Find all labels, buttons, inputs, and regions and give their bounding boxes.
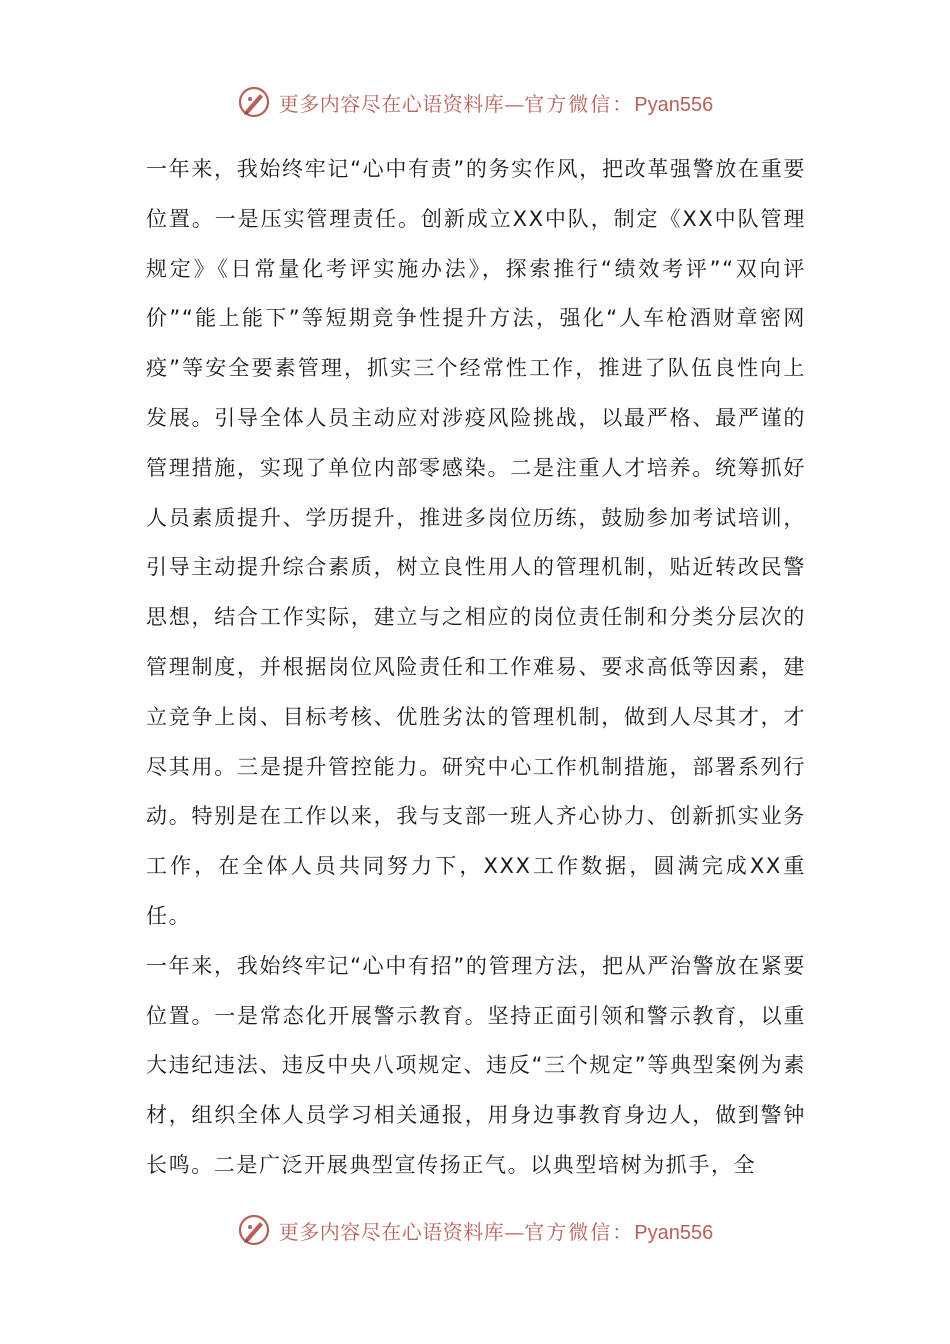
footer-banner-wechat-id: Pyan556 [634,1221,714,1244]
header-banner-main: 更多内容尽在心语资料库 [278,91,505,116]
pen-circle-logo-icon [237,85,271,119]
header-banner-wechat-id: Pyan556 [634,93,714,116]
pen-circle-logo-icon [237,1213,271,1247]
header-banner-text [279,88,713,117]
footer-banner-main: 更多内容尽在心语资料库 [278,1219,505,1244]
footer-banner-dash: — [504,1219,525,1244]
footer-banner [0,1210,950,1250]
header-banner-dash: — [504,91,525,116]
body-paragraph: 一年来，我始终牢记“心中有责”的务实作风，把改革强警放在重要位置。一是压实管理责任。创新成立XX中队，制定《XX中队管理规定》《日常量化考评实施办法》，探索推行“绩效考评”“双向评价”“能上能下”等短期竞争性提升方法，强化“人车枪酒财章密网疫”等安全要素管理，抓实三个经常性工作，推进了队伍良性向上发展。引导全体人员主动应对涉疫风险挑战，以最严格、最严谨的管理措施，实现了单位内部零感染。二是注重人才培养。统筹抓好人员素质提升、学历提升，推进多岗位历练，鼓励参加考试培训，引导主动提升综合素质，树立良性用人的管理机制，贴近转改民警思想，结合工作实际，建立与之相应的岗位责任制和分类分层次的管理制度，并根据岗位风险责任和工作难易、要求高低等因素，建立竞争上岗、目标考核、优胜劣汰的管理机制，做到人尽其才，才尽其用。三是提升管控能力。研究中心工作机制措施，部署系列行动。特别是在工作以来，我与支部一班人齐心协力、创新抓实业务工作，在全体人员共同努力下，XXX工作数据，圆满完成XX重任。 [146,157,806,928]
document-body [146,145,806,1191]
footer-banner-wechat-label: 官方微信： [524,1219,635,1244]
footer-banner-text [279,1216,713,1245]
body-paragraph: 一年来，我始终牢记“心中有招”的管理方法，把从严治警放在紧要位置。一是常态化开展警示教育。坚持正面引领和警示教育，以重大违纪违法、违反中央八项规定、违反“三个规定”等典型案例为素材，组织全体人员学习相关通报，用身边事教育身边人，做到警钟长鸣。二是广泛开展典型宣传扬正气。以典型培树为抓手，全 [146,953,806,1177]
header-banner-wechat-label: 官方微信： [524,91,635,116]
header-banner [0,82,950,122]
